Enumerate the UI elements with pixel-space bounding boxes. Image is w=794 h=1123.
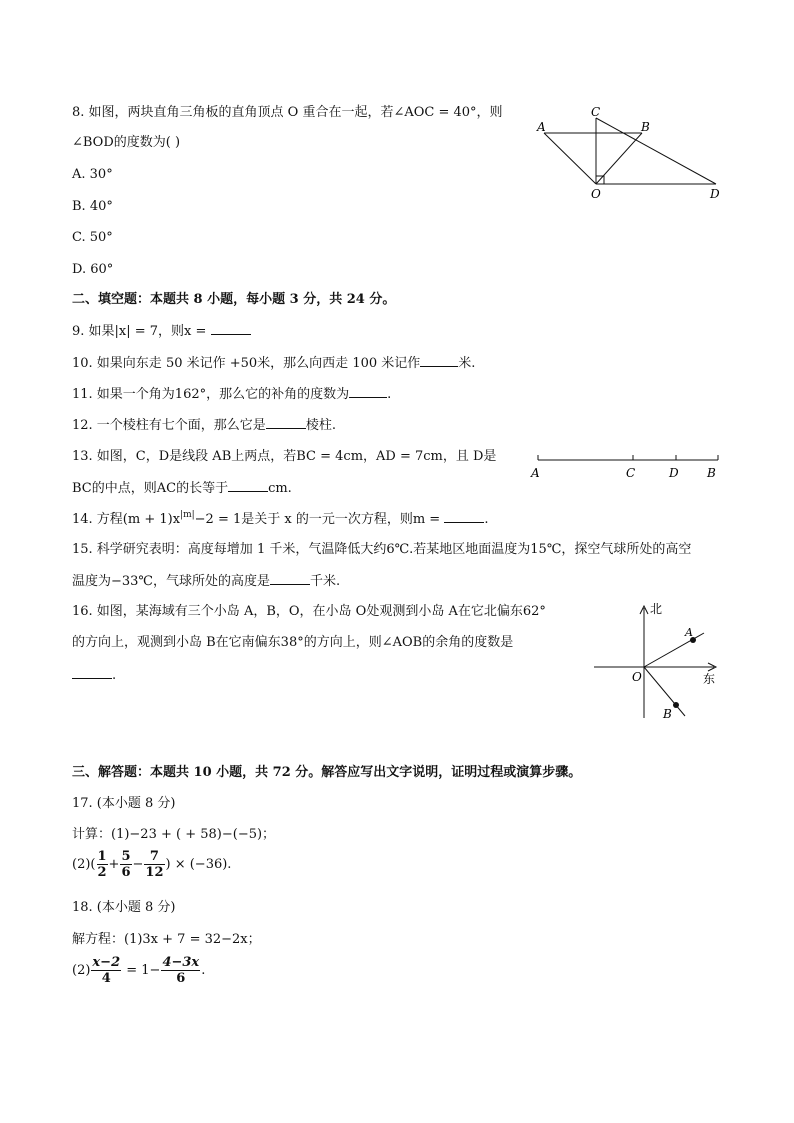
q9-text: 9. 如果|x| = 7，则x =	[72, 324, 211, 339]
q14	[72, 510, 488, 530]
q15-answer-blank	[270, 572, 310, 585]
q14-middle: −2 = 1是关于 x 的一元一次方程，则m =	[194, 512, 445, 527]
q16-line3	[72, 666, 116, 685]
q18-middle: = 1−	[122, 963, 161, 978]
q18-f2-num: 4−3x	[162, 955, 200, 970]
q9-answer-blank	[211, 322, 251, 335]
label-d: D	[710, 187, 720, 201]
section2-title: 二、填空题：本题共 8 小题，每小题 3 分，共 24 分。	[72, 292, 396, 307]
line-ao	[544, 133, 596, 184]
q14-exponent: |m|	[180, 510, 195, 520]
q13-segment-figure	[528, 448, 728, 482]
point-b	[673, 702, 679, 708]
q15-line2	[72, 572, 340, 591]
q17-part2	[72, 848, 231, 882]
q17-fraction-2	[120, 849, 131, 880]
q18-part2-suffix: .	[201, 963, 206, 978]
q18-fraction-2	[161, 955, 200, 986]
label-b: B	[641, 120, 650, 134]
q10	[72, 354, 475, 373]
q13-text: BC的中点，则AC的长等于	[72, 481, 229, 496]
compass-label-a: A	[685, 626, 693, 639]
q16-suffix: .	[112, 668, 117, 683]
q17-fraction-1	[97, 849, 108, 880]
q18-part2-prefix: (2)	[72, 963, 91, 978]
q11-answer-blank	[349, 385, 387, 398]
q12-answer-blank	[266, 416, 306, 429]
q13-suffix: cm.	[268, 481, 292, 496]
q17-f3-num: 7	[144, 849, 164, 865]
seg-label-a: A	[531, 466, 540, 480]
q17-f1-den: 2	[97, 865, 107, 880]
q8-triangle-figure	[530, 100, 730, 205]
q18-header: 18. (本小题 8 分)	[72, 900, 176, 915]
q17-plus: +	[108, 857, 120, 872]
q10-text: 10. 如果向东走 50 米记作 +50米，那么向西走 100 米记作	[72, 356, 421, 371]
q13-answer-blank	[228, 479, 268, 492]
q10-suffix: 米.	[458, 356, 476, 371]
q15-line1: 15. 科学研究表明：高度每增加 1 千米，气温降低大约6℃.若某地区地面温度为15℃，探空气球所处的高空	[72, 542, 692, 557]
q16-line1: 16. 如图，某海域有三个小岛 A，B，O，在小岛 O处观测到小岛 A在它北偏东62°	[72, 604, 546, 619]
q17-f2-den: 6	[121, 865, 131, 880]
q17-f1-num: 1	[97, 849, 107, 864]
label-a: A	[537, 120, 546, 134]
seg-label-b: B	[707, 466, 716, 480]
q12-suffix: 棱柱.	[305, 418, 336, 433]
q17-part2-prefix: (2)(	[72, 857, 96, 872]
q17-f3-den: 12	[145, 865, 164, 880]
q8-option-b: B. 40°	[72, 199, 113, 214]
q15-text: 温度为−33℃，气球所处的高度是	[72, 574, 270, 589]
line-cd	[596, 118, 716, 184]
q8-option-c: C. 50°	[72, 230, 113, 245]
q12	[72, 416, 336, 435]
q11-suffix: .	[387, 387, 392, 402]
q14-suffix: .	[484, 512, 489, 527]
q18-part1: 解方程：(1)3x + 7 = 32−2x；	[72, 932, 261, 947]
q8-line1: 8. 如图，两块直角三角板的直角顶点 O 重合在一起，若∠AOC = 40°，则	[72, 105, 503, 120]
section3-title: 三、解答题：本题共 10 小题，共 72 分。解答应写出文字说明，证明过程或演算步骤。	[72, 765, 582, 780]
label-o: O	[591, 187, 601, 201]
q18-f1-num: x−2	[92, 955, 121, 970]
q12-text: 12. 一个棱柱有七个面，那么它是	[72, 418, 266, 433]
q16-compass-figure	[590, 598, 730, 724]
q18-f2-den: 6	[176, 971, 186, 986]
q8-option-a: A. 30°	[72, 167, 113, 182]
q18-f1-den: 4	[101, 971, 111, 986]
q13-line2	[72, 479, 292, 498]
compass-label-b: B	[663, 707, 672, 721]
q8-line2: ∠BOD的度数为( )	[72, 135, 181, 150]
q17-part2-suffix: ) × (−36).	[165, 857, 232, 872]
q16-answer-blank	[72, 666, 112, 679]
label-c: C	[591, 105, 601, 119]
q9	[72, 322, 251, 341]
q17-minus: −	[132, 857, 144, 872]
q8-option-d: D. 60°	[72, 262, 114, 277]
q17-fraction-3	[144, 849, 164, 880]
q18-fraction-1	[91, 955, 121, 986]
q15-suffix: 千米.	[309, 574, 341, 589]
q14-answer-blank	[444, 510, 484, 523]
q11	[72, 385, 391, 404]
q10-answer-blank	[420, 354, 458, 367]
q13-line1: 13. 如图，C，D是线段 AB上两点，若BC = 4cm，AD = 7cm，且 D是	[72, 449, 497, 464]
q14-text: 14. 方程(m + 1)x	[72, 512, 181, 527]
seg-label-c: C	[626, 466, 636, 480]
q16-line2: 的方向上，观测到小岛 B在它南偏东38°的方向上，则∠AOB的余角的度数是	[72, 635, 514, 650]
q18-part2	[72, 954, 205, 988]
q17-part1: 计算：(1)−23 + ( + 58)−(−5)；	[72, 827, 276, 842]
east-label: 东	[703, 672, 716, 686]
north-label: 北	[650, 602, 663, 616]
q17-f2-num: 5	[121, 849, 131, 864]
q11-text: 11. 如果一个角为162°，那么它的补角的度数为	[72, 387, 350, 402]
q17-header: 17. (本小题 8 分)	[72, 796, 176, 811]
compass-label-o: O	[632, 670, 642, 684]
seg-label-d: D	[669, 466, 679, 480]
